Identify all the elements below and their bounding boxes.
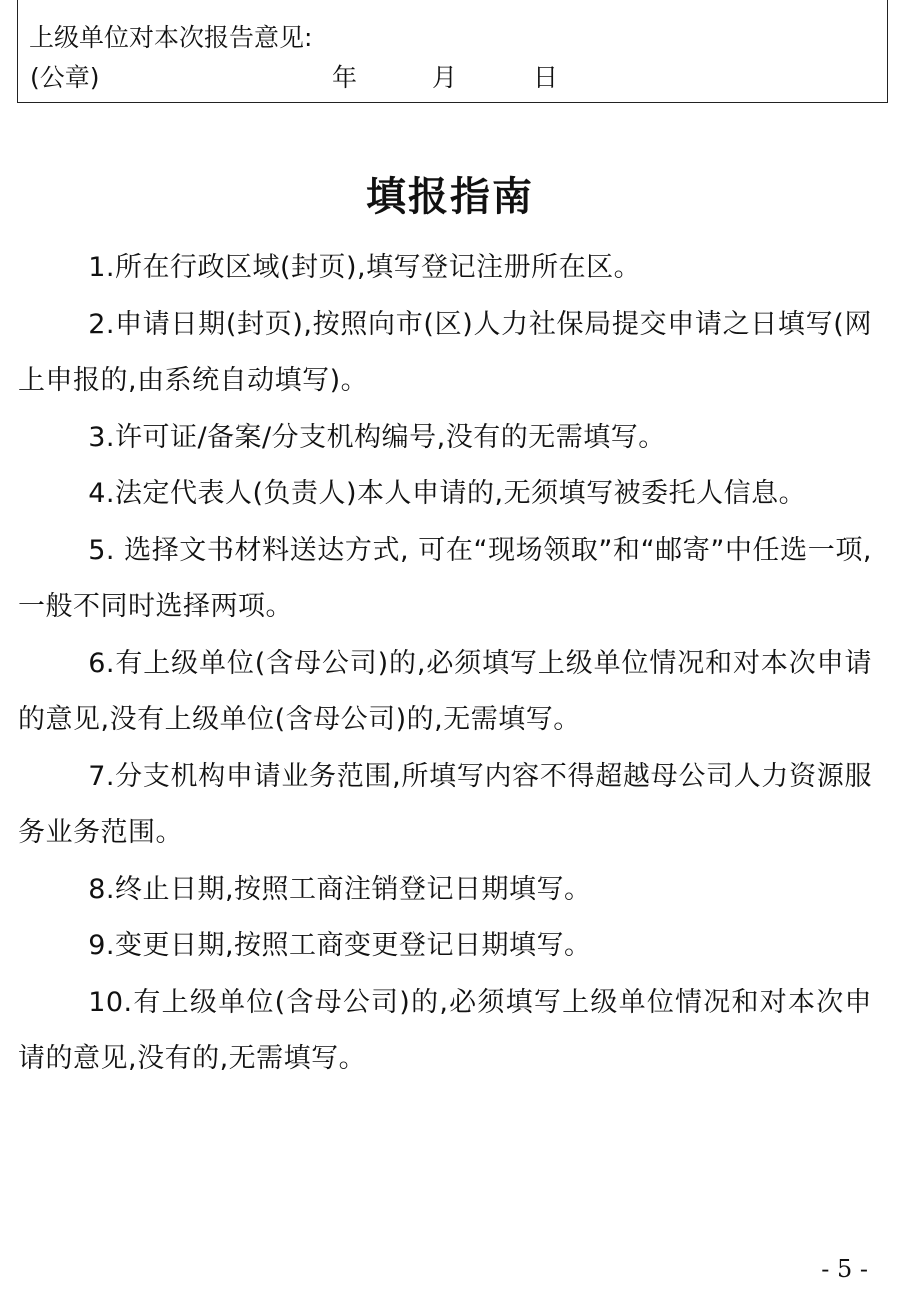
guide-item-8: 8.终止日期,按照工商注销登记日期填写。 <box>88 873 592 905</box>
guide-item-7: 7.分支机构申请业务范围,所填写内容不得超越母公司人力资源服务业务范围。 <box>18 760 872 848</box>
superior-opinion-box <box>17 0 888 103</box>
guide-item-1: 1.所在行政区域(封页),填写登记注册所在区。 <box>88 252 642 283</box>
guide-item-9: 9.变更日期,按照工商变更登记日期填写。 <box>88 930 592 961</box>
page-number: - 5 - <box>821 1255 868 1283</box>
superior-opinion-label: 上级单位对本次报告意见: <box>29 23 313 52</box>
guide-title: 填报指南 <box>366 174 534 220</box>
seal-date-line <box>18 58 887 92</box>
guide-body <box>18 240 872 1088</box>
year-label: 年 <box>332 63 358 92</box>
official-seal-label: (公章) <box>30 63 100 92</box>
guide-item-3: 3.许可证/备案/分支机构编号,没有的无需填写。 <box>88 421 666 453</box>
guide-item-5: 5. 选择文书材料送达方式, 可在“现场领取”和“邮寄”中任选一项,一般不同时选择两项。 <box>18 534 872 622</box>
guide-item-6: 6.有上级单位(含母公司)的,必须填写上级单位情况和对本次申请的意见,没有上级单位(含母公司)的,无需填写。 <box>18 647 872 735</box>
month-label: 月 <box>432 63 458 92</box>
day-label: 日 <box>533 63 559 92</box>
guide-item-4: 4.法定代表人(负责人)本人申请的,无须填写被委托人信息。 <box>88 478 807 509</box>
guide-item-2: 2.申请日期(封页),按照向市(区)人力社保局提交申请之日填写(网上申报的,由系统自动填写)。 <box>18 308 872 396</box>
guide-item-10: 10.有上级单位(含母公司)的,必须填写上级单位情况和对本次申请的意见,没有的,无需填写。 <box>18 986 872 1074</box>
